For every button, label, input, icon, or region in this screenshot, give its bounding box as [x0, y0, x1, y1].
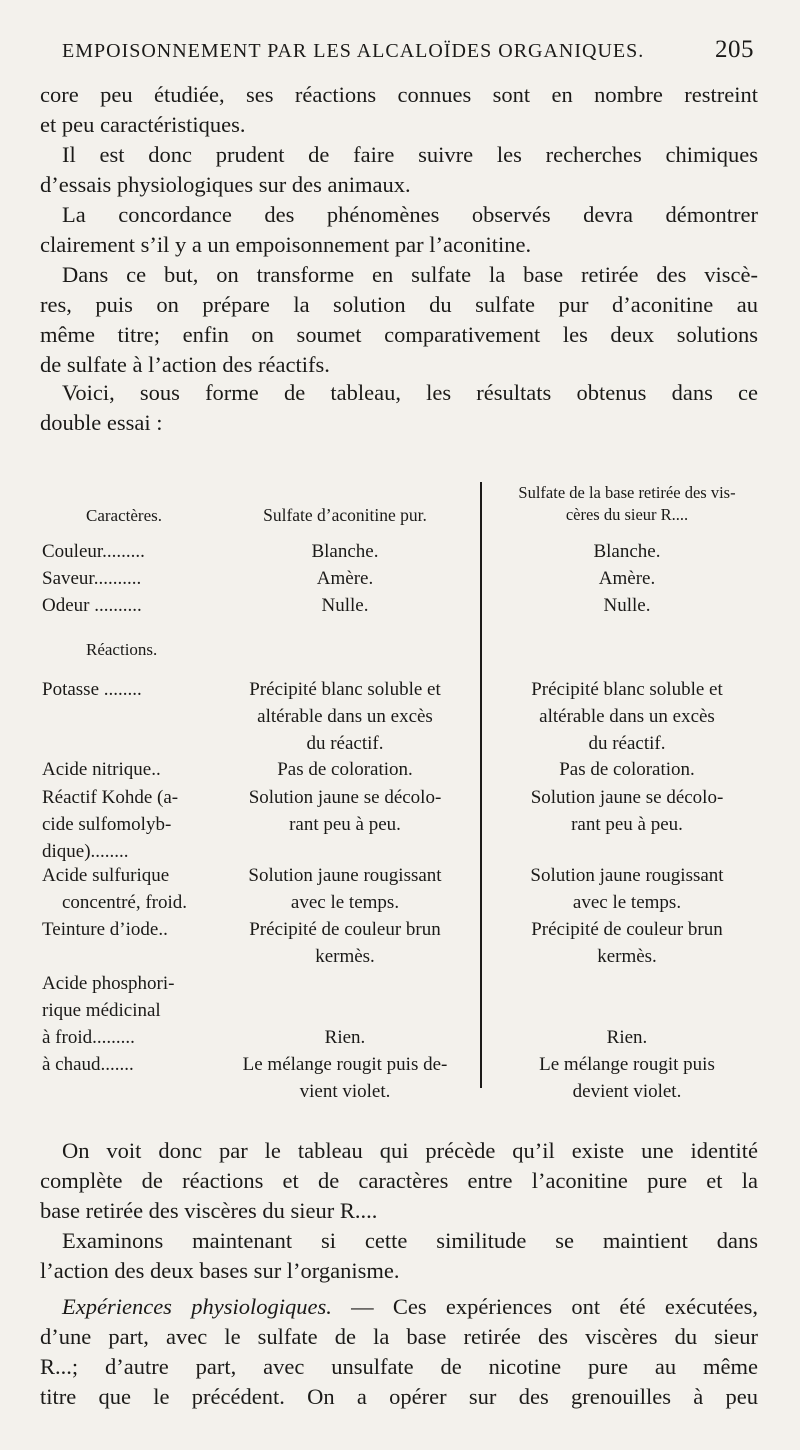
text-run: — Ces expériences ont été exécutées,	[331, 1294, 758, 1319]
cell-line: Précipité de couleur brun	[249, 919, 441, 940]
paragraph-8	[40, 1292, 758, 1412]
label-line: dique)........	[42, 841, 129, 862]
row-label-potasse: Potasse ........	[42, 679, 142, 700]
cell-line: avec le temps.	[290, 892, 400, 913]
row-label-reactif-kohde	[42, 784, 212, 865]
cell-line: avec le temps.	[572, 892, 682, 913]
cell-base-odeur: Nulle.	[603, 595, 651, 616]
text-line: clairement s’il y a un empoisonnement par l’aconitine.	[40, 232, 532, 257]
label-line: Réactif Kohde (a-	[42, 787, 179, 808]
cell-line: rant peu à peu.	[571, 814, 683, 835]
col-header-aconitine-pure: Sulfate d’aconitine pur.	[263, 505, 427, 525]
text-line: Il est donc prudent de faire suivre les recherches chimiques	[62, 142, 758, 167]
row-label-acide-phosphorique	[42, 970, 212, 1078]
cell-line: Solution jaune rougissant	[530, 865, 724, 886]
cell-pure-acide-nitrique: Pas de coloration.	[277, 759, 413, 780]
comparison-table	[40, 482, 770, 1102]
cell-line: Le mélange rougit puis	[539, 1054, 715, 1075]
col-header-base-retiree	[492, 482, 762, 526]
header-line: Sulfate de la base retirée des vis-	[518, 483, 736, 502]
section-header-reactions: Réactions.	[86, 640, 158, 659]
cell-pure-saveur: Amère.	[316, 568, 374, 589]
text-line: l’action des deux bases sur l’organisme.	[40, 1258, 400, 1283]
text-line: La concordance des phénomènes observés devra démontrer	[62, 202, 758, 227]
paragraph-7	[40, 1226, 758, 1286]
cell-line: kermès.	[597, 946, 657, 967]
row-label-couleur: Couleur.........	[42, 541, 145, 562]
label-line: à froid.........	[42, 1027, 135, 1048]
cell-pure-odeur: Nulle.	[321, 595, 369, 616]
cell-line: du réactif.	[306, 733, 384, 754]
label-line: cide sulfomolyb-	[42, 814, 172, 835]
text-line: double essai :	[40, 410, 163, 435]
cell-line: altérable dans un excès	[539, 706, 715, 727]
cell-line: Précipité de couleur brun	[531, 919, 723, 940]
page-number: 205	[715, 36, 754, 63]
text-line: Examinons maintenant si cette similitude se maintient dans	[62, 1228, 758, 1253]
cell-line: Précipité blanc soluble et	[531, 679, 723, 700]
cell-pure-acide-sulfurique	[212, 862, 478, 916]
cell-pure-phosphorique-froid: Rien.	[324, 1027, 366, 1048]
cell-base-saveur: Amère.	[598, 568, 656, 589]
text-line: R...; d’autre part, avec unsulfate de nicotine pure au même	[40, 1354, 758, 1379]
row-label-saveur: Saveur..........	[42, 568, 142, 589]
paragraph-5	[40, 378, 758, 438]
cell-line: kermès.	[315, 946, 375, 967]
paragraph-1	[40, 80, 758, 140]
label-line: à chaud.......	[42, 1054, 134, 1075]
text-line: d’une part, avec le sulfate de la base retirée des viscères du sieur	[40, 1324, 758, 1349]
text-line	[40, 1292, 758, 1322]
row-label-odeur: Odeur ..........	[42, 595, 142, 616]
header-line: cères du sieur R....	[565, 505, 689, 524]
cell-pure-phosphorique-chaud	[212, 1051, 478, 1105]
paragraph-2	[40, 140, 758, 200]
cell-pure-couleur: Blanche.	[311, 541, 379, 562]
cell-line: Précipité blanc soluble et	[249, 679, 441, 700]
row-label-teinture-iode: Teinture d’iode..	[42, 919, 168, 940]
cell-line: Solution jaune se décolo-	[530, 787, 724, 808]
column-divider	[480, 482, 482, 1088]
cell-line: Solution jaune se décolo-	[248, 787, 442, 808]
text-line: même titre; enfin on soumet comparativement les deux solutions	[40, 322, 758, 347]
text-line: de sulfate à l’action des réactifs.	[40, 352, 330, 377]
label-line: Acide sulfurique	[42, 865, 170, 886]
label-line: rique médicinal	[42, 1000, 161, 1021]
label-line: concentré, froid.	[62, 892, 188, 913]
text-line: core peu étudiée, ses réactions connues sont en nombre restreint	[40, 82, 758, 107]
cell-base-couleur: Blanche.	[593, 541, 661, 562]
cell-pure-reactif-kohde	[212, 784, 478, 838]
cell-base-reactif-kohde	[492, 784, 762, 838]
text-line: res, puis on prépare la solution du sulfate pur d’aconitine au	[40, 292, 758, 317]
running-title: EMPOISONNEMENT PAR LES ALCALOÏDES ORGANIQUES.	[62, 40, 645, 62]
cell-base-acide-nitrique: Pas de coloration.	[559, 759, 695, 780]
row-label-acide-nitrique: Acide nitrique..	[42, 759, 161, 780]
row-label-acide-sulfurique	[42, 862, 212, 916]
cell-pure-potasse	[212, 676, 478, 757]
text-line: Dans ce but, on transforme en sulfate la base retirée des viscè-	[62, 262, 758, 287]
cell-line: rant peu à peu.	[289, 814, 401, 835]
page-header	[58, 36, 758, 70]
cell-pure-teinture-iode	[212, 916, 478, 970]
cell-line: Solution jaune rougissant	[248, 865, 442, 886]
text-line: On voit donc par le tableau qui précède qu’il existe une identité	[62, 1138, 758, 1163]
cell-base-acide-sulfurique	[492, 862, 762, 916]
text-line: d’essais physiologiques sur des animaux.	[40, 172, 411, 197]
cell-line: altérable dans un excès	[257, 706, 433, 727]
cell-base-teinture-iode	[492, 916, 762, 970]
paragraph-4	[40, 260, 758, 380]
cell-line: vient violet.	[299, 1081, 391, 1102]
col-header-caracteres: Caractères.	[86, 506, 162, 525]
label-line: Acide phosphori-	[42, 973, 175, 994]
paragraph-3	[40, 200, 758, 260]
text-line: titre que le précédent. On a opérer sur des grenouilles à peu	[40, 1384, 758, 1409]
cell-line: du réactif.	[588, 733, 666, 754]
cell-base-phosphorique-chaud	[492, 1051, 762, 1105]
text-line: Voici, sous forme de tableau, les résultats obtenus dans ce	[62, 380, 758, 405]
cell-base-phosphorique-froid: Rien.	[606, 1027, 648, 1048]
section-heading-italic: Expériences physiologiques.	[62, 1294, 332, 1319]
cell-base-potasse	[492, 676, 762, 757]
paragraph-6	[40, 1136, 758, 1226]
text-line: base retirée des viscères du sieur R....	[40, 1198, 378, 1223]
cell-line: Le mélange rougit puis de-	[242, 1054, 448, 1075]
text-line: complète de réactions et de caractères entre l’aconitine pure et la	[40, 1168, 758, 1193]
cell-line: devient violet.	[572, 1081, 682, 1102]
text-line: et peu caractéristiques.	[40, 112, 246, 137]
